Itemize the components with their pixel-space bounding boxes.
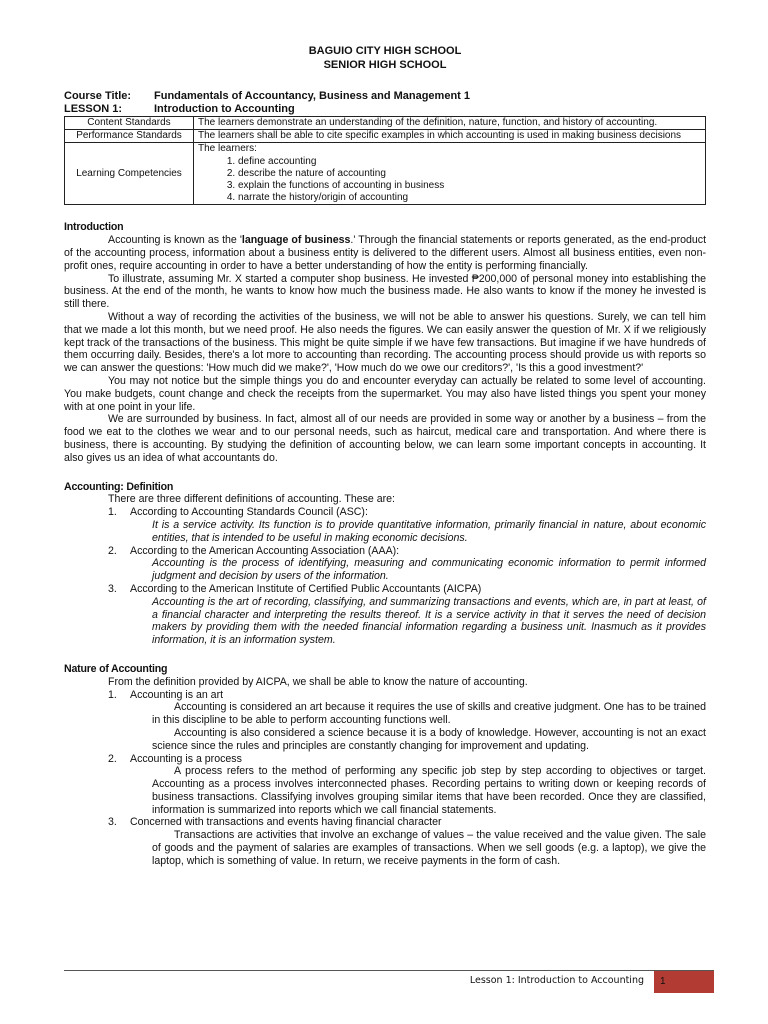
intro-paragraph: [64, 234, 706, 272]
intro-paragraph: We are surrounded by business. In fact, almost all of our needs are provided in some way or another by a business – from the food we eat to the clothes we wear and to our personal needs, such as haircut, medical care and transportation. And where there is business, there is accounting. By studying the definition of accounting below, we can learn some important concepts in accounting. It also gives us an idea of what accountants do.: [64, 413, 706, 464]
standards-table: [64, 116, 706, 205]
competencies-intro: The learners:: [198, 143, 257, 155]
document-page: [64, 44, 706, 868]
definition-quote: It is a service activity. Its function is to provide quantitative information, primarily financial in nature, about economic entities, that is intended to be useful in making economic decisions.: [152, 518, 706, 544]
intro-text: .' Through the financial statements or reports generated, as the end-product of the accounting process, information about a business entity is delivered to the different users. Almost all business entities, even non-profit ones, require accounting in order to have a better understanding of how the entity is performing financially.: [64, 234, 707, 272]
nature-heading: Nature of Accounting: [64, 662, 168, 675]
page-number: 1: [654, 971, 714, 993]
list-item: 2. describe the nature of accounting: [238, 168, 701, 180]
nature-item-body: [64, 765, 706, 816]
table-row: [65, 130, 706, 143]
course-info: [64, 90, 706, 116]
page-footer: [64, 970, 714, 993]
language-of-business-emphasis: language of business: [241, 234, 351, 247]
nature-item-body: [64, 701, 706, 752]
list-item: [64, 506, 706, 519]
school-level: SENIOR HIGH SCHOOL: [323, 59, 447, 71]
table-row: [65, 117, 706, 130]
list-item: [64, 545, 706, 558]
definition-heading: Accounting: Definition: [64, 480, 174, 493]
list-number: 1.: [108, 688, 117, 701]
list-number: 2.: [108, 544, 117, 557]
course-title: Fundamentals of Accountancy, Business and Management 1: [154, 90, 471, 102]
list-item: 4. narrate the history/origin of accounting: [238, 192, 701, 204]
nature-lead: From the definition provided by AICPA, we shall be able to know the nature of accounting.: [108, 675, 528, 688]
list-number: 1.: [108, 506, 117, 519]
intro-paragraph: You may not notice but the simple things you do and encounter everyday can actually be related to some level of accounting. You make budgets, count change and check the receipts from the supermarket. You may also have listed things you spent your money with at one point in your life.: [64, 374, 706, 413]
nature-paragraph: Accounting is also considered a science because it is a body of knowledge. However, accounting is not an exact science since the rules and principles are constantly changing for improvement and updating.: [152, 726, 706, 752]
intro-text: Accounting is known as the ': [108, 234, 242, 247]
table-row: [65, 143, 706, 205]
definition-quote: Accounting is the process of identifying, measuring and communicating economic information to permit informed judgment and decision by users of the information.: [152, 557, 706, 583]
list-number: 3.: [108, 582, 117, 595]
nature-paragraph: Transactions are activities that involve an exchange of values – the value received and the value given. The sale of goods and the payment of salaries are examples of transactions. When we sell goods (e.g. a laptop), we give the laptop, which is something of value. In return, we receive payments in the form of cash.: [152, 829, 706, 867]
definition-lead: There are three different definitions of accounting. These are:: [108, 493, 395, 506]
competencies-list: [198, 156, 701, 205]
course-title-label: Course Title:: [64, 90, 132, 102]
definition-source: According to the American Accounting Association (AAA):: [130, 544, 400, 557]
definition-source: According to Accounting Standards Council (ASC):: [130, 506, 368, 519]
list-item: [64, 753, 706, 766]
lesson-label: LESSON 1:: [64, 103, 123, 115]
learning-competencies-cell: [194, 143, 706, 205]
nature-item-title: Concerned with transactions and events having financial character: [130, 816, 442, 829]
list-item: [64, 816, 706, 829]
content-standards-label: Content Standards: [65, 117, 194, 130]
list-item: 1. define accounting: [238, 156, 701, 168]
introduction-heading: Introduction: [64, 221, 124, 234]
nature-paragraph: A process refers to the method of performing any specific job step by step according to objectives or target. Accounting as a process involves interconnected phases. Recording pertains to writing down or keeping records of business transactions. Classifying involves grouping similar items that have been recorded. Once they are classified, information is summarized into reports which we call financial statements.: [152, 765, 706, 816]
list-number: 3.: [108, 816, 117, 829]
intro-paragraph: To illustrate, assuming Mr. X started a computer shop business. He invested ₱200,000 of personal money into establishing the business. At the end of the month, he wants to know how much the business made. He also wants to know if the money he invested is still there.: [64, 272, 706, 311]
list-number: 2.: [108, 752, 117, 765]
school-name: BAGUIO CITY HIGH SCHOOL: [308, 45, 462, 57]
list-item: 3. explain the functions of accounting in business: [238, 180, 701, 192]
nature-item-body: [64, 829, 706, 867]
footer-lesson-title: Lesson 1: Introduction to Accounting: [469, 975, 644, 986]
definition-quote: Accounting is the art of recording, classifying, and summarizing transactions and events, which are, in part at least, of a financial character and interpreting the results thereof. It is a service activity in that it serves the need of decision makers by providing them with the needed financial information regarding a business unit. Inasmuch as it provides information, it is an information system.: [152, 595, 706, 647]
content-standards-text: The learners demonstrate an understanding of the definition, nature, function, and history of accounting.: [194, 117, 706, 130]
list-item: [64, 583, 706, 596]
performance-standards-text: The learners shall be able to cite specific examples in which accounting is used in making business decisions: [194, 130, 706, 143]
nature-paragraph: Accounting is considered an art because it requires the use of skills and creative judgment. One has to be trained in this discipline to be able to perform accounting functions well.: [152, 701, 706, 727]
performance-standards-label: Performance Standards: [65, 130, 194, 143]
learning-competencies-label: Learning Competencies: [65, 143, 194, 205]
lesson-title: Introduction to Accounting: [154, 103, 295, 115]
list-item: [64, 689, 706, 702]
definition-source: According to the American Institute of Certified Public Accountants (AICPA): [130, 582, 482, 595]
nature-item-title: Accounting is an art: [130, 688, 224, 701]
intro-paragraph: Without a way of recording the activities of the business, we will not be able to answer his questions. Surely, we can tell him that we made a lot this month, but we need proof. He also needs the figures. We can easily answer the question of Mr. X if we religiously kept track of the transactions of the business. This might be quite simple if we have few transactions. But imagine if we have hundreds of them occurring daily. Besides, there's a lot more to accounting than recording. The accounting process should provide us with reports so we can answer the questions: 'How much did we make?', 'How much do we owe our creditors?', 'Is this a good investment?': [64, 311, 706, 375]
nature-item-title: Accounting is a process: [130, 752, 242, 765]
